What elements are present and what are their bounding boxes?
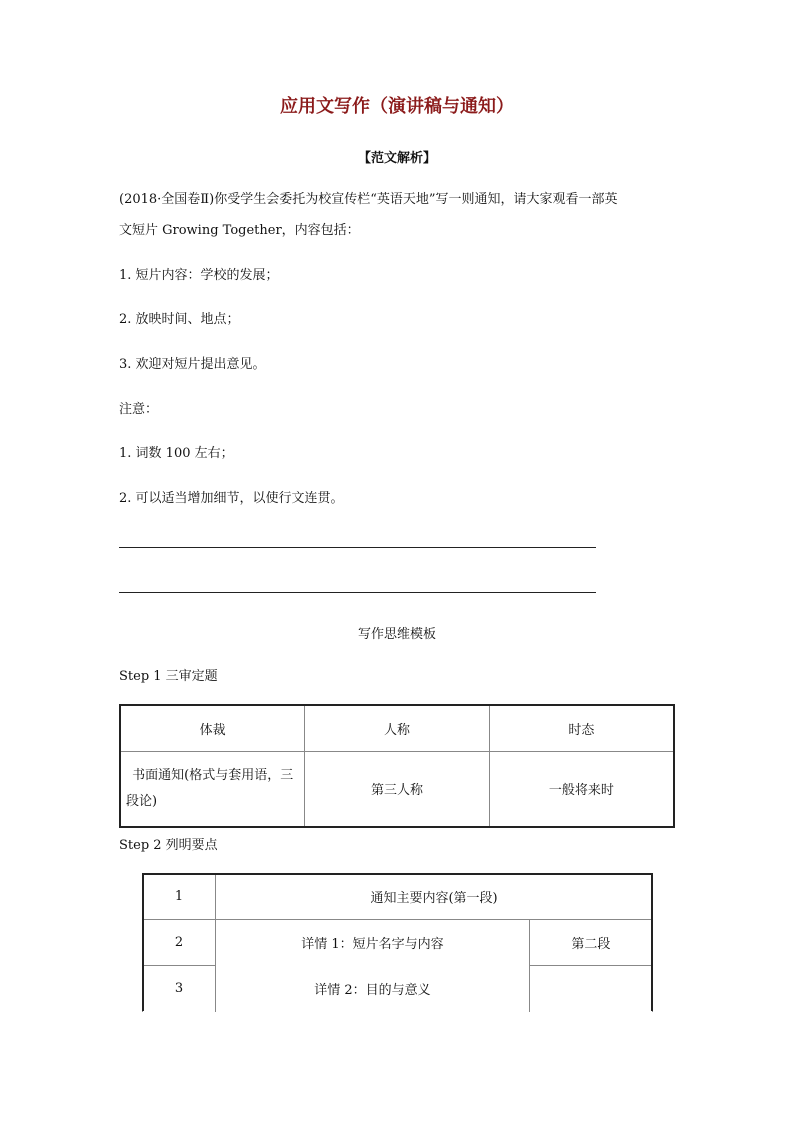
row-paragraph: 第二段 [529, 920, 652, 966]
row-content: 通知主要内容(第一段) [216, 874, 653, 920]
template-title: 写作思维模板 [357, 627, 436, 642]
header-tense: 时态 [489, 705, 674, 751]
row-number: 1 [143, 874, 216, 920]
analysis-table [119, 704, 675, 828]
table-header-row [120, 705, 674, 751]
step-2-heading: Step 2 列明要点 [119, 838, 218, 853]
row-content: 详情 2：目的与意义 [216, 966, 530, 1012]
note-item-2: 2. 可以适当增加细节，以使行文连贯。 [119, 491, 344, 506]
table-row [120, 751, 674, 827]
cell-genre-line-1: 书面通知(格式与套用语，三 [132, 767, 294, 783]
points-table [142, 873, 653, 1012]
row-number: 2 [143, 920, 216, 966]
cell-genre-line-2: 段论) [126, 793, 158, 809]
prompt-line-2: 文短片 Growing Together，内容包括： [119, 223, 360, 238]
content-item-2: 2. 放映时间、地点； [119, 312, 240, 327]
document-title: 应用文写作（演讲稿与通知） [280, 96, 514, 117]
row-number: 3 [143, 966, 216, 1012]
cell-genre [120, 751, 305, 827]
row-content: 详情 1：短片名字与内容 [216, 920, 530, 966]
cell-person: 第三人称 [305, 751, 489, 827]
answer-line-2 [119, 592, 596, 593]
content-item-1: 1. 短片内容：学校的发展； [119, 268, 279, 283]
cell-tense: 一般将来时 [489, 751, 674, 827]
table-row [143, 920, 653, 966]
table-row [143, 874, 653, 920]
header-genre: 体裁 [120, 705, 305, 751]
answer-line-1 [119, 547, 596, 548]
header-person: 人称 [305, 705, 489, 751]
content-item-3: 3. 欢迎对短片提出意见。 [119, 357, 266, 372]
row-paragraph [529, 966, 652, 1012]
note-item-1: 1. 词数 100 左右； [119, 446, 234, 461]
step-1-heading: Step 1 三审定题 [119, 669, 218, 684]
prompt-line-1: (2018·全国卷Ⅱ)你受学生会委托为校宣传栏“英语天地”写一则通知，请大家观看一部英 [119, 192, 618, 207]
note-label: 注意： [119, 402, 159, 417]
table-border-top [142, 873, 653, 875]
table-border-left [142, 873, 144, 1011]
table-border-right [651, 873, 653, 1011]
table-row [143, 966, 653, 1012]
section-header: 【范文解析】 [357, 151, 436, 166]
